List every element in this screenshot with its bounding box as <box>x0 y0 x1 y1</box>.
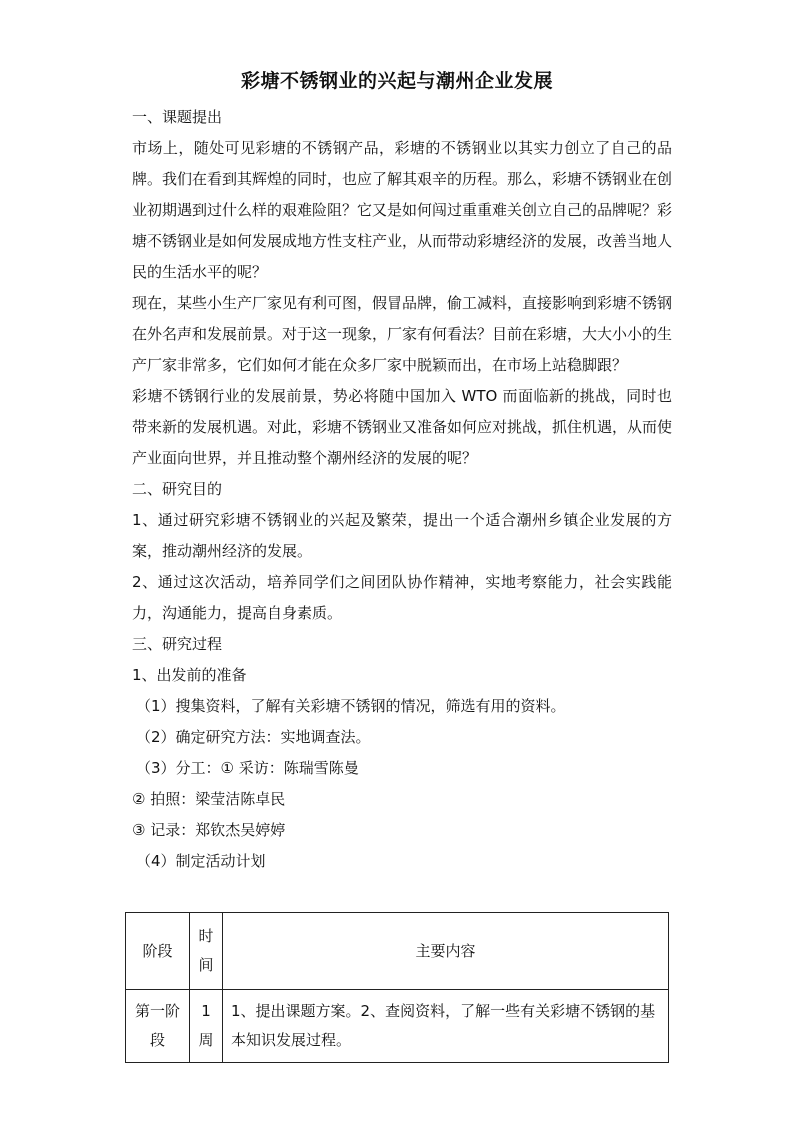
section-heading: 三、研究过程 <box>132 635 223 653</box>
section-heading: 一、课题提出 <box>132 108 223 126</box>
table-header-row <box>126 913 669 990</box>
list-item: （3）分工：① 采访：陈瑞雪陈曼 <box>136 759 359 777</box>
activity-plan-table <box>125 912 669 1063</box>
table-header-cell: 时间 <box>190 913 223 990</box>
table-row <box>126 990 669 1063</box>
table-cell: 1周 <box>190 990 223 1063</box>
document-body <box>132 102 672 877</box>
paragraph: 彩塘不锈钢行业的发展前景，势必将随中国加入 WTO 而面临新的挑战，同时也带来新的发展机遇。对此，彩塘不锈钢业又准备如何应对挑战，抓住机遇，从而使产业面向世界，并且推动整个潮州经济的发展的呢？ <box>132 387 673 467</box>
table-cell: 第一阶段 <box>126 990 190 1063</box>
paragraph: 1、通过研究彩塘不锈钢业的兴起及繁荣，提出一个适合潮州乡镇企业发展的方案，推动潮州经济的发展。 <box>132 511 672 560</box>
table-header-cell: 主要内容 <box>223 913 669 990</box>
subsection-heading: 1、出发前的准备 <box>132 666 247 684</box>
table-cell: 1、提出课题方案。2、查阅资料，了解一些有关彩塘不锈钢的基本知识发展过程。 <box>223 990 669 1063</box>
list-item: ③ 记录：郑钦杰吴婷婷 <box>132 821 286 839</box>
table-header-cell: 阶段 <box>126 913 190 990</box>
paragraph: 现在，某些小生产厂家见有利可图，假冒品牌，偷工减料，直接影响到彩塘不锈钢在外名声和发展前景。对于这一现象，厂家有何看法？目前在彩塘，大大小小的生产厂家非常多，它们如何才能在众多厂家中脱颖而出，在市场上站稳脚跟？ <box>132 294 673 374</box>
list-item: ② 拍照：梁莹洁陈卓民 <box>132 790 286 808</box>
document-title: 彩塘不锈钢业的兴起与潮州企业发展 <box>240 70 553 92</box>
paragraph: 2、通过这次活动，培养同学们之间团队协作精神，实地考察能力，社会实践能力，沟通能力，提高自身素质。 <box>132 573 672 622</box>
paragraph: 市场上，随处可见彩塘的不锈钢产品，彩塘的不锈钢业以其实力创立了自己的品牌。我们在看到其辉煌的同时，也应了解其艰辛的历程。那么，彩塘不锈钢业在创业初期遇到过什么样的艰难险阻？它又是如何闯过重重难关创立自己的品牌呢？彩塘不锈钢业是如何发展成地方性支柱产业，从而带动彩塘经济的发展，改善当地人民的生活水平的呢？ <box>132 139 673 281</box>
list-item: （4）制定活动计划 <box>136 852 266 870</box>
list-item: （1）搜集资料，了解有关彩塘不锈钢的情况，筛选有用的资料。 <box>136 697 566 715</box>
section-heading: 二、研究目的 <box>132 480 223 498</box>
list-item: （2）确定研究方法：实地调查法。 <box>136 728 371 746</box>
